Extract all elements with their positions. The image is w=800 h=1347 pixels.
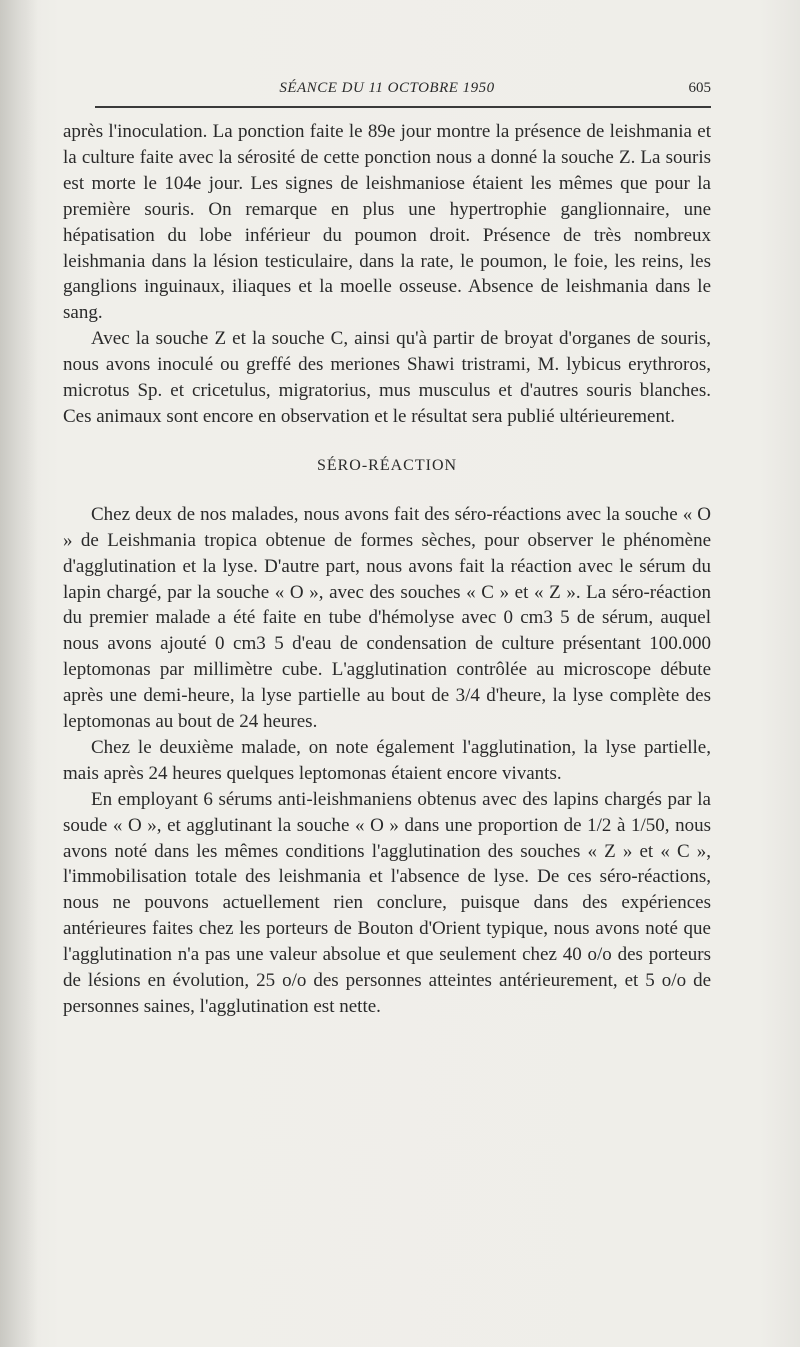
header-rule (95, 106, 711, 108)
running-header (63, 80, 711, 106)
paragraph: Chez deux de nos malades, nous avons fait des séro-réactions avec la souche « O » de Leishmania tropica obtenue de formes sèches, pour observer le phénomène d'agglutination et la lyse. D'autre part, nous avons fait la réaction avec le sérum du lapin chargé, par la souche « O », avec des souches « C » et « Z ». La séro-réaction du premier malade a été faite en tube d'hémolyse avec 0 cm3 5 de sérum, auquel nous avons ajouté 0 cm3 5 d'eau de condensation de culture présentant 100.000 leptomonas par millimètre cube. L'agglutination contrôlée au microscope débute après une demi-heure, la lyse partielle au bout de 3/4 d'heure, la lyse complète des leptomonas au bout de 24 heures. (63, 503, 711, 733)
section-heading: SÉRO-RÉACTION (316, 456, 458, 474)
page-number: 605 (688, 80, 711, 96)
page-binding-shadow (0, 0, 38, 1347)
header-title: SÉANCE DU 11 OCTOBRE 1950 (279, 80, 495, 96)
paragraph: après l'inoculation. La ponction faite le 89e jour montre la présence de leishmania et la culture faite avec la sérosité de cette ponction nous a donné la souche Z. La souris est morte le 104e jour. Les signes de leishmaniose étaient les mêmes que pour la première souris. On remarque en plus une hypertrophie ganglionnaire, une hépatisation du lobe inférieur du poumon droit. Présence de très nombreux leishmania dans la lésion testiculaire, dans la rate, le poumon, le foie, les reins, les ganglions inguinaux, iliaques et la moelle osseuse. Absence de leishmania dans le sang. (63, 121, 711, 324)
paragraph: Avec la souche Z et la souche C, ainsi qu'à partir de broyat d'organes de souris, nous avons inoculé ou greffé des meriones Shawi tristrami, M. lybicus erythroros, microtus Sp. et cricetulus, migratorius, mus musculus et d'autres souris blanches. Ces animaux sont encore en observation et le résultat sera publié ultérieurement. (63, 328, 711, 427)
paragraph: Chez le deuxième malade, on note également l'agglutination, la lyse partielle, mais après 24 heures quelques leptomonas étaient encore vivants. (63, 736, 711, 784)
body-text (63, 119, 711, 1020)
paragraph: En employant 6 sérums anti-leishmaniens obtenus avec des lapins chargés par la soude « O », et agglutinant la souche « O » dans une proportion de 1/2 à 1/50, nous avons noté dans les mêmes conditions l'agglutination des souches « Z » et « C », l'immobilisation totale des leishmania et l'absence de lyse. De ces séro-réactions, nous ne pouvons actuellement rien conclure, puisque dans des expériences antérieures faites chez les porteurs de Bouton d'Orient typique, nous avons noté que l'agglutination n'a pas une valeur absolue et que seulement chez 40 o/o des porteurs de lésions en évolution, 25 o/o des personnes atteintes antérieurement, et 5 o/o de personnes saines, l'agglutination est nette. (63, 788, 711, 1017)
